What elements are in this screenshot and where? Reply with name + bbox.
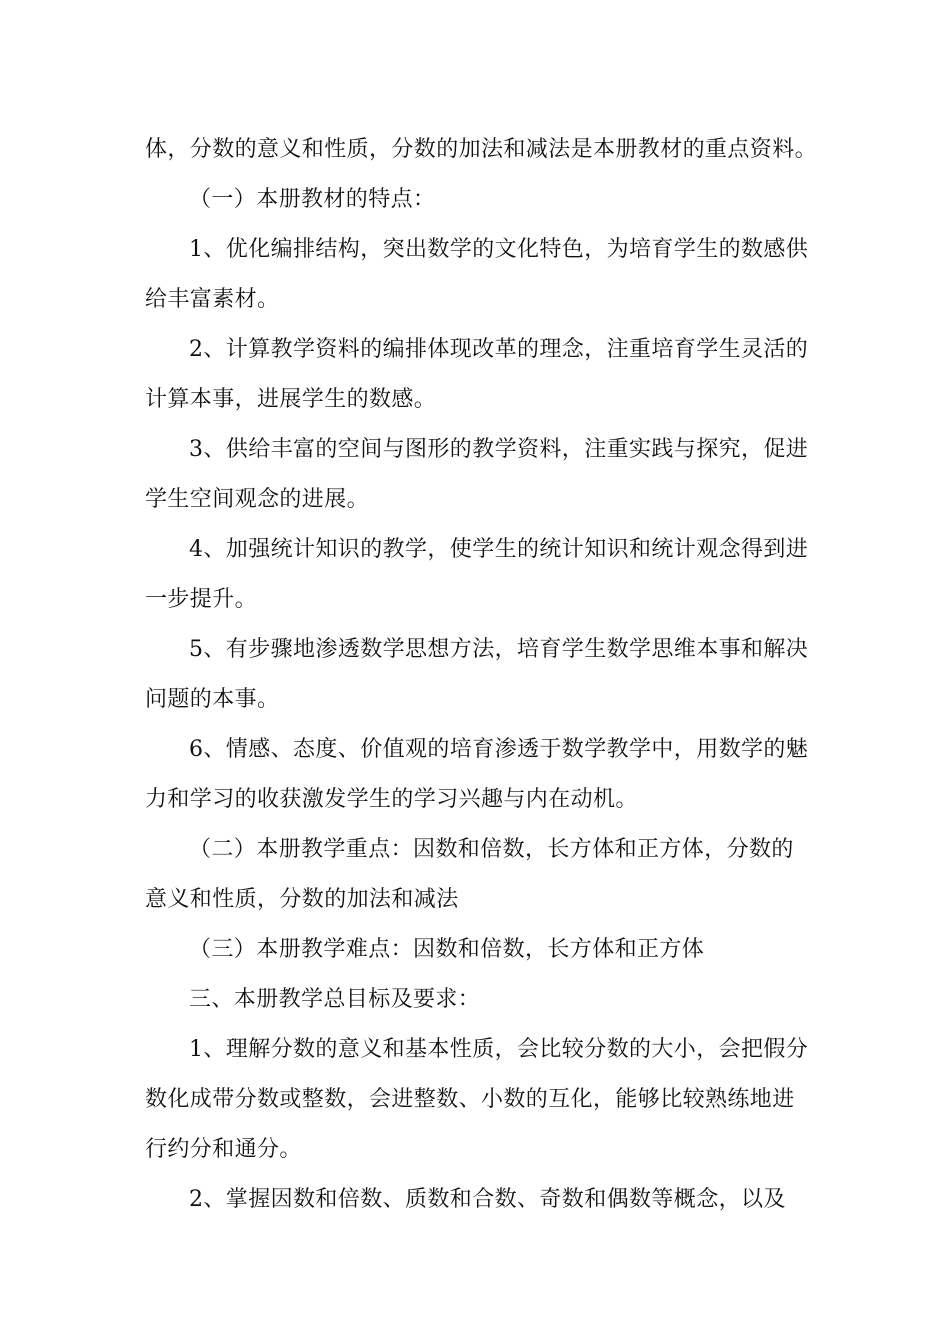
paragraph-line: 计算本事，进展学生的数感。 xyxy=(145,387,437,412)
paragraph-line: 1、优化编排结构，突出数学的文化特色，为培育学生的数感供 xyxy=(189,237,809,262)
paragraph-line: 6、情感、态度、价值观的培育渗透于数学教学中，用数学的魅 xyxy=(189,737,809,762)
paragraph-line: 体，分数的意义和性质，分数的加法和减法是本册教材的重点资料。 xyxy=(145,137,818,162)
section-heading: （三）本册教学难点：因数和倍数，长方体和正方体 xyxy=(189,937,705,962)
paragraph-line: 力和学习的收获激发学生的学习兴趣与内在动机。 xyxy=(145,787,638,812)
paragraph-line: 给丰富素材。 xyxy=(145,287,280,312)
section-heading: （一）本册教材的特点： xyxy=(189,187,436,212)
paragraph-line: 数化成带分数或整数，会进整数、小数的互化，能够比较熟练地进 xyxy=(145,1087,795,1112)
paragraph-line: 行约分和通分。 xyxy=(145,1137,302,1162)
paragraph-line: 学生空间观念的进展。 xyxy=(145,487,370,512)
paragraph-line: 2、计算教学资料的编排体现改革的理念，注重培育学生灵活的 xyxy=(189,337,809,362)
paragraph-line: 5、有步骤地渗透数学思想方法，培育学生数学思维本事和解决 xyxy=(189,637,809,662)
paragraph-line: 2、掌握因数和倍数、质数和合数、奇数和偶数等概念，以及 xyxy=(189,1187,786,1212)
paragraph-line: 意义和性质，分数的加法和减法 xyxy=(145,887,459,912)
paragraph-line: 4、加强统计知识的教学，使学生的统计知识和统计观念得到进 xyxy=(189,537,809,562)
paragraph-line: 问题的本事。 xyxy=(145,687,280,712)
section-heading: （二）本册教学重点：因数和倍数，长方体和正方体，分数的 xyxy=(189,837,794,862)
paragraph-line: 一步提升。 xyxy=(145,587,258,612)
paragraph-line: 1、理解分数的意义和基本性质，会比较分数的大小，会把假分 xyxy=(189,1037,809,1062)
paragraph-line: 3、供给丰富的空间与图形的教学资料，注重实践与探究，促进 xyxy=(189,437,809,462)
section-heading: 三、本册教学总目标及要求： xyxy=(189,987,481,1012)
